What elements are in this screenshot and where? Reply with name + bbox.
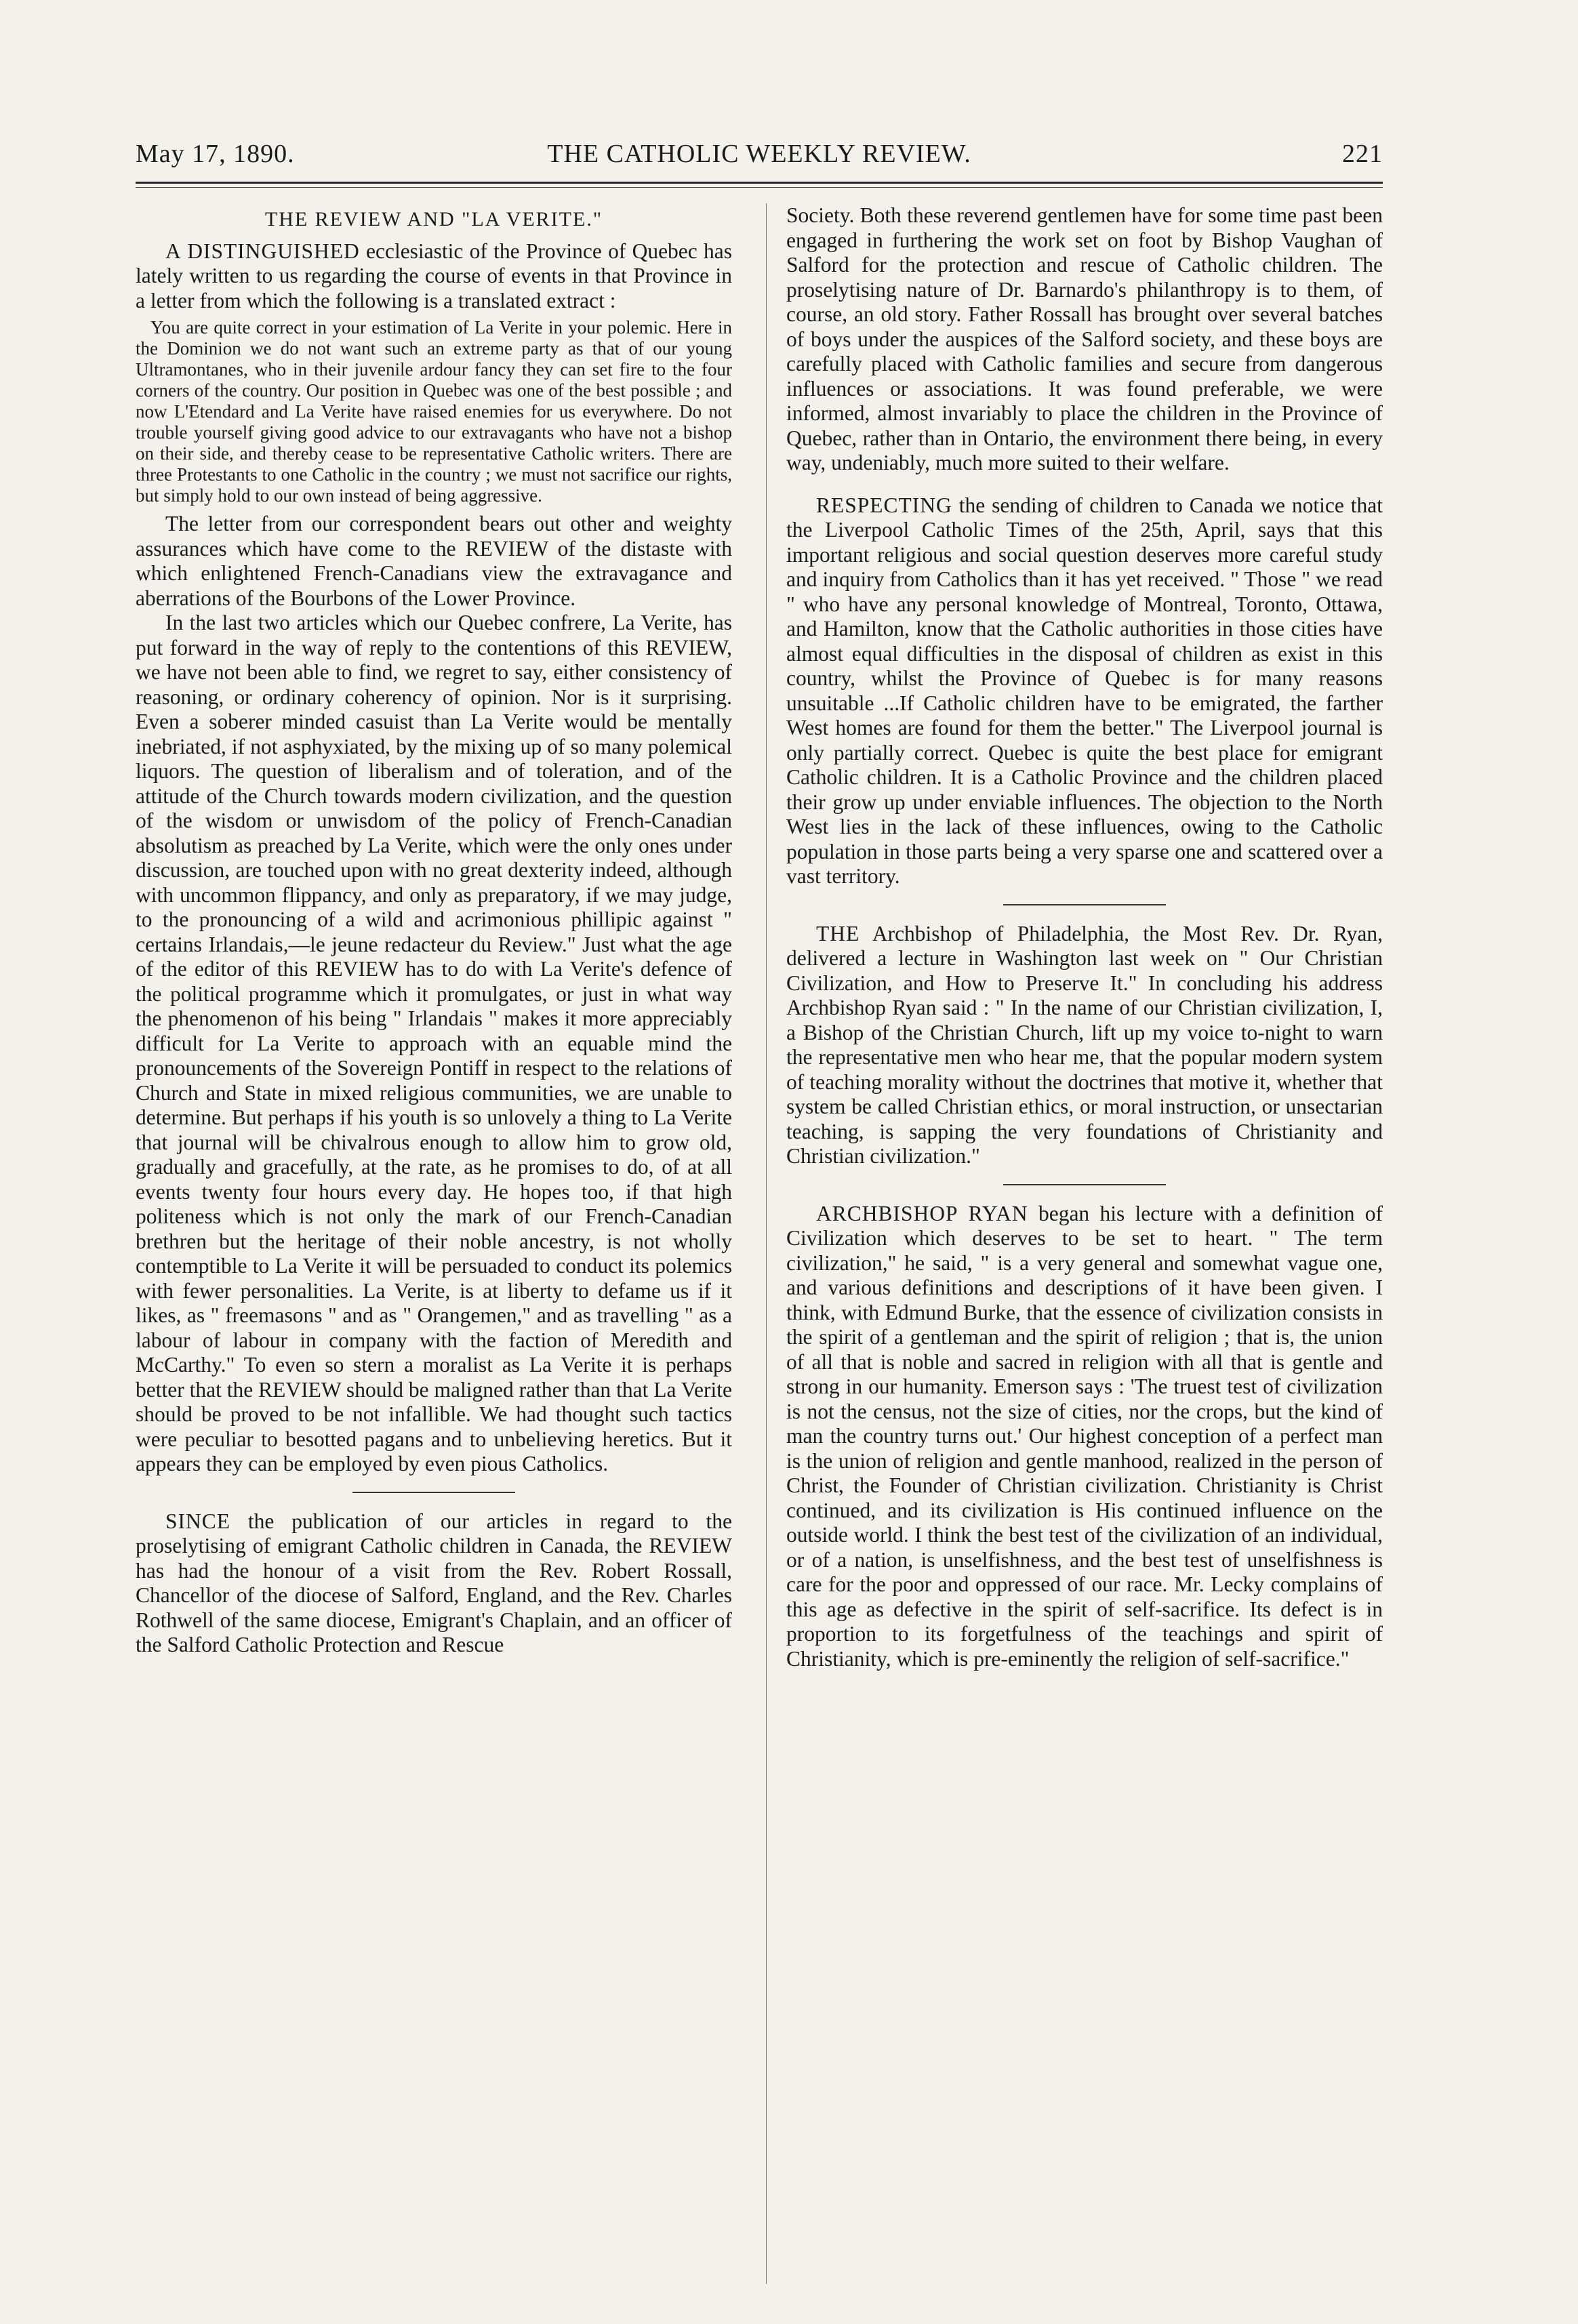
intro-text: ecclesiastic of the Province of Quebec has lately written to us regarding the course of events in that Province in a letter from which the following is a translated extract : [136, 239, 733, 312]
page-number: 221 [1342, 140, 1383, 168]
paragraph-gap [786, 476, 1383, 493]
paragraph-text: began his lecture with a definition of Civilization which deserves to be set to heart. " The term civilization," he said, " is a very general and somewhat vague one, and various definitions and descriptions of it have been given. I think, with Edmund Burke, that the essence of civilization consists in the spirit of a gentleman and the spirit of religion ; that is, the union of all that is noble and sacred in religion with all that is gentle and strong in our humanity. Emerson says : 'The truest test of civilization is not the census, not the size of cities, nor the crops, but the kind of man the country turns out.' Our highest conception of a perfect man is the union of religion and gentle manhood, realized in the person of Christ, the Founder of Christian civilization. Christianity is Christ continued, and its civilization is His continued influence on the outside world. I think the best test of the civilization of an individual, or of a nation, is unselfishness, and the best test of unselfishness is care for the poor and oppressed of our race. Mr. Lecky complains of this age as defective in the spirit of self-sacrifice. Its defect is in proportion to its forgetfulness of the teachings and spirit of Christianity, which is pre-eminently the religion of self-sacrifice." [786, 1201, 1383, 1671]
article-paragraph [786, 922, 1383, 1169]
paragraph-text: the publication of our articles in regard to the proselytising of emigrant Catholic children in Canada, the REVIEW has had the honour of a visit from the Rev. Robert Rossall, Chancellor of the diocese of Salford, England, and the Rev. Charles Rothwell of the same diocese, Emigrant's Chaplain, and an officer of the Salford Catholic Protection and Rescue [136, 1509, 732, 1656]
article-paragraph [786, 1202, 1383, 1672]
article-separator [1003, 904, 1166, 905]
paragraph-lead: THE [816, 921, 860, 945]
header-rule [136, 182, 1383, 184]
article-separator [1003, 1184, 1166, 1185]
right-column [786, 203, 1383, 1671]
article-paragraph [136, 1509, 732, 1658]
article-paragraph [786, 493, 1383, 889]
article-title: THE REVIEW AND "LA VERITE." [264, 208, 603, 230]
paragraph-lead: ARCHBISHOP RYAN [816, 1201, 1028, 1225]
article-paragraph: Society. Both these reverend gentlemen have for some time past been engaged in furthering the work set on foot by Bishop Vaughan of Salford for the protection and rescue of Catholic children. The proselytising nature of Dr. Barnardo's philanthropy is to them, of course, an old story. Father Rossall has brought over several batches of boys under the auspices of the Salford society, and these boys are carefully placed with Catholic families and secure from dangerous influences or associations. It was found preferable, we were informed, almost invariably to place the children in the Province of Quebec, rather than in Ontario, the environment there being, in every way, undeniably, much more suited to their welfare. [786, 203, 1383, 474]
paragraph-text: Archbishop of Philadelphia, the Most Rev. Dr. Ryan, delivered a lecture in Washington last week on " Our Christian Civilization, and How to Preserve It." In concluding his address Archbishop Ryan said : " In the name of our Christian civilization, I, a Bishop of the Christian Church, lift up my voice to-night to warn the representative men who hear me, that the popular modern system of teaching morality without the doctrines that motive it, whether that system be called Christian ethics, or moral instruction, or unsectarian teaching, is sapping the very foundations of Christianity and Christian civilization." [786, 921, 1383, 1168]
article-paragraph: The letter from our correspondent bears out other and weighty assurances which have come to the REVIEW of the distaste with which enlightened French-Canadians view the extravagance and aberrations of the Bourbons of the Lower Province. [136, 512, 732, 610]
header-rule-thin [136, 187, 1383, 188]
article-paragraph: In the last two articles which our Quebec confrere, La Verite, has put forward in the way of reply to the contentions of this REVIEW, we have not been able to find, we regret to say, either consistency of reasoning, or ordinary coherency of opinion. Nor is it surprising. Even a soberer minded casuist than La Verite would be mentally inebriated, if not asphyxiated, by the mixing up of so many polemical liquors. The question of liberalism and of toleration, and of the attitude of the Church towards modern civilization, and the question of the wisdom or unwisdom of the policy of French-Canadian absolutism as preached by La Verite, which were the only ones under discussion, are touched upon with no great dexterity indeed, although with uncommon flippancy, and only as preparatory, if we may judge, to the pronouncing of a wild and acrimonious phillipic against " certains Irlandais,—le jeune redacteur du Review." Just what the age of the editor of this REVIEW has to do with La Verite's defence of the political programme which it promulgates, or just in what way the phenomenon of his being " Irlandais " makes it more appreciably difficult for La Verite to approach with an equable mind the pronouncements of the Sovereign Pontiff in respect to the relations of Church and State in mixed religious communities, we are unable to determine. But perhaps if his youth is so unlovely a thing to La Verite that journal will be chivalrous enough to allow him to grow old, gradually and gracefully, at the rate, as he promises to do, of at all events twenty four hours every day. He hopes too, if that high politeness which is not only the mark of our French-Canadian brethren but the heritage of their noble ancestry, is not wholly contemptible to La Verite it will be persuaded to conduct its polemics with fewer personalities. La Verite, is at liberty to defame us if it likes, as " freemasons " and as " Orangemen," and as travelling " as a labour of labour in company with the faction of Meredith and McCarthy." To even so stern a moralist as La Verite it is perhaps better that the REVIEW should be maligned rather than that La Verite should be proved to be not infallible. We had thought such tactics were peculiar to besotted pagans and to unbelieving heretics. But it appears they can be employed by even pious Catholics. [136, 611, 732, 1475]
paragraph-lead: RESPECTING [816, 493, 952, 517]
paragraph-lead: SINCE [165, 1509, 231, 1533]
publication-title: THE CATHOLIC WEEKLY REVIEW. [547, 140, 971, 168]
translated-extract: You are quite correct in your estimation of La Verite in your polemic. Here in the Dominion we do not want such an extreme party as that of our young Ultramontanes, who in their juvenile ardour fancy they can set fire to the four corners of the country. Our position in Quebec was one of the best possible ; and now L'Etendard and La Verite have raised enemies for us everywhere. Do not trouble yourself giving good advice to our extravagants who have not a bishop on their side, and thereby cease to be representative Catholic writers. There are three Protestants to one Catholic in the country ; we must not sacrifice our rights, but simply hold to our own instead of being aggressive. [136, 317, 732, 506]
paragraph-text: the sending of children to Canada we notice that the Liverpool Catholic Times of the 25th, April, says that this important religious and social question deserves more careful study and inquiry from Catholics than it has yet received. " Those " we read " who have any personal knowledge of Montreal, Toronto, Ottawa, and Hamilton, know that the Catholic authorities in those cities have almost equal difficulties in the disposal of children as exist in this country, whilst the Province of Quebec is for many reasons unsuitable ...If Catholic children have to be emigrated, the farther West homes are found for them the better." The Liverpool journal is only partially correct. Quebec is quite the best place for emigrant Catholic children. It is a Catholic Province and the children placed their grow up under enviable influences. The objection to the North West lies in the lack of these influences, owing to the Catholic population in those parts being a very sparse one and scattered over a vast territory. [786, 493, 1383, 888]
page-header [136, 139, 1383, 180]
article-intro [136, 239, 732, 314]
intro-lead: A DISTINGUISHED [165, 239, 360, 263]
column-divider [766, 203, 767, 2284]
issue-date: May 17, 1890. [136, 140, 295, 168]
article-separator [352, 1492, 515, 1493]
left-column [136, 203, 732, 1658]
